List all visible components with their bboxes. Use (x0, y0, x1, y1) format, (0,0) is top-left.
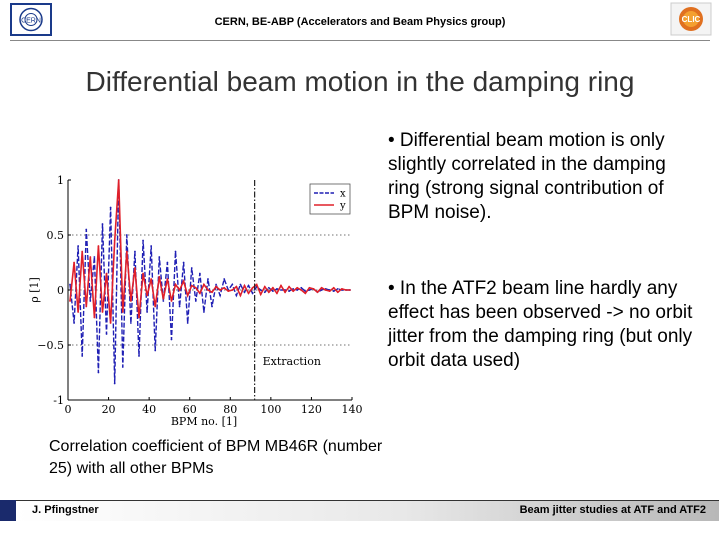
data-point-y (122, 311, 124, 313)
data-point-y (171, 300, 173, 302)
bullet-atf2: • In the ATF2 beam line hardly any effect has been observed -> no orbit jitter from the damping ring (but only orbit data used) (388, 278, 693, 371)
data-point-y (235, 286, 237, 288)
chart-series (69, 179, 351, 384)
data-point-y (276, 292, 278, 294)
data-point-x (333, 290, 335, 292)
chart-caption: Correlation coefficient of BPM MB46R (number 25) with all other BPMs (49, 438, 383, 477)
data-point-x (134, 251, 136, 253)
correlation-chart (22, 168, 370, 432)
data-point-x (175, 251, 177, 253)
data-point-x (252, 292, 254, 294)
data-point-y (134, 267, 136, 269)
data-point-y (89, 256, 91, 258)
data-point-x (106, 333, 108, 335)
data-point-y (292, 290, 294, 292)
data-point-y (203, 284, 205, 286)
data-point-x (77, 245, 79, 247)
data-point-y (69, 300, 71, 302)
data-point-x (81, 355, 83, 357)
data-point-y (199, 292, 201, 294)
data-point-x (195, 300, 197, 302)
data-point-y (349, 289, 351, 291)
data-point-y (85, 306, 87, 308)
x-tick-label: 0 (64, 403, 72, 416)
data-point-x (268, 287, 270, 289)
data-point-x (126, 234, 128, 236)
data-point-x (162, 300, 164, 302)
data-point-y (73, 262, 75, 264)
data-point-x (337, 288, 339, 290)
data-point-y (248, 292, 250, 294)
data-point-x (146, 311, 148, 313)
data-point-x (300, 287, 302, 289)
data-point-x (296, 289, 298, 291)
data-point-x (215, 284, 217, 286)
data-point-x (231, 284, 233, 286)
data-point-y (102, 311, 104, 313)
data-point-x (85, 229, 87, 231)
data-point-y (296, 287, 298, 289)
data-point-y (223, 287, 225, 289)
data-point-x (179, 306, 181, 308)
data-point-y (106, 273, 108, 275)
data-point-x (211, 306, 213, 308)
x-tick-label: 140 (341, 403, 363, 416)
data-point-y (309, 287, 311, 289)
data-point-x (150, 245, 152, 247)
header-text: CERN, BE-ABP (Accelerators and Beam Physics group) (214, 16, 506, 28)
data-point-y (219, 289, 221, 291)
data-point-y (321, 287, 323, 289)
data-point-x (93, 256, 95, 258)
data-point-y (268, 291, 270, 293)
data-point-y (162, 298, 164, 300)
data-point-x (272, 290, 274, 292)
data-point-x (89, 300, 91, 302)
data-point-y (304, 292, 306, 294)
data-point-y (183, 280, 185, 282)
data-point-x (280, 289, 282, 291)
data-point-x (248, 285, 250, 287)
extraction-label: Extraction (262, 354, 321, 368)
data-point-y (313, 288, 315, 290)
data-point-x (260, 289, 262, 291)
data-point-x (235, 295, 237, 297)
data-point-y (195, 287, 197, 289)
slide-title: Differential beam motion in the damping ring (85, 66, 635, 97)
data-point-x (219, 295, 221, 297)
data-point-y (118, 179, 120, 181)
data-point-y (284, 291, 286, 293)
data-point-y (260, 294, 262, 296)
data-point-x (158, 256, 160, 258)
data-point-y (110, 322, 112, 324)
series-line-y (70, 180, 350, 323)
data-point-x (264, 291, 266, 293)
data-point-x (98, 372, 100, 374)
data-point-x (187, 322, 189, 324)
data-point-y (191, 285, 193, 287)
data-point-y (77, 311, 79, 313)
footer-talk-title: Beam jitter studies at ATF and ATF2 (519, 504, 706, 516)
data-point-y (337, 291, 339, 293)
data-point-y (244, 285, 246, 287)
data-point-x (207, 278, 209, 280)
footer-accent (0, 500, 16, 521)
data-point-x (142, 240, 144, 242)
x-axis-label: BPM no. [1] (170, 415, 238, 428)
x-tick-label: 80 (223, 403, 238, 416)
data-point-y (300, 289, 302, 291)
data-point-y (252, 287, 254, 289)
data-point-y (264, 286, 266, 288)
data-point-x (276, 288, 278, 290)
data-point-x (114, 383, 116, 385)
y-tick-label: −0.5 (37, 339, 64, 352)
x-tick-label: 120 (300, 403, 322, 416)
data-point-y (215, 286, 217, 288)
data-point-x (171, 339, 173, 341)
data-point-y (81, 251, 83, 253)
data-point-y (280, 285, 282, 287)
data-point-y (167, 278, 169, 280)
data-point-x (110, 207, 112, 209)
data-point-y (341, 288, 343, 290)
header-divider (10, 40, 710, 41)
data-point-x (73, 322, 75, 324)
data-point-x (122, 366, 124, 368)
data-point-y (207, 289, 209, 291)
chart-svg (22, 168, 370, 432)
data-point-x (102, 223, 104, 225)
data-point-y (138, 317, 140, 319)
y-tick-label: 0.5 (46, 229, 64, 242)
chart-legend (310, 184, 350, 214)
data-point-x (167, 262, 169, 264)
data-point-y (227, 290, 229, 292)
data-point-y (179, 289, 181, 291)
data-point-y (187, 295, 189, 297)
data-point-x (69, 284, 71, 286)
data-point-y (93, 317, 95, 319)
legend-label-y: y (340, 200, 346, 212)
data-point-y (333, 287, 335, 289)
data-point-y (288, 286, 290, 288)
data-point-y (231, 289, 233, 291)
y-tick-label: 1 (57, 174, 64, 187)
data-point-y (272, 287, 274, 289)
data-point-x (203, 311, 205, 313)
y-tick-label: 0 (57, 284, 64, 297)
data-point-y (98, 245, 100, 247)
x-tick-label: 60 (182, 403, 197, 416)
data-point-y (150, 278, 152, 280)
data-point-y (345, 289, 347, 291)
x-tick-label: 100 (260, 403, 282, 416)
bullet-correlation: • Differential beam motion is only slightly correlated in the damping ring (strong signal contribution of BPM noise). (388, 130, 666, 223)
data-point-y (114, 240, 116, 242)
data-point-y (146, 295, 148, 297)
data-point-y (175, 284, 177, 286)
data-point-x (288, 290, 290, 292)
x-tick-label: 20 (101, 403, 116, 416)
data-point-y (317, 291, 319, 293)
data-point-x (240, 284, 242, 286)
data-point-y (142, 273, 144, 275)
data-point-y (130, 300, 132, 302)
data-point-y (211, 291, 213, 293)
data-point-x (130, 322, 132, 324)
y-axis-label: ρ [1] (28, 277, 41, 303)
legend-label-x: x (340, 188, 346, 200)
data-point-y (240, 295, 242, 297)
data-point-x (244, 291, 246, 293)
data-point-y (329, 290, 331, 292)
clic-logo-text: CLIC (681, 15, 701, 24)
data-point-y (325, 289, 327, 291)
data-point-x (191, 267, 193, 269)
data-point-y (154, 306, 156, 308)
data-point-y (256, 284, 258, 286)
data-point-x (138, 355, 140, 357)
y-tick-label: -1 (53, 394, 64, 407)
data-point-y (126, 251, 128, 253)
clic-logo-icon (670, 2, 712, 36)
data-point-y (158, 276, 160, 278)
x-tick-label: 40 (142, 403, 157, 416)
data-point-x (183, 262, 185, 264)
footer-author: J. Pfingstner (32, 504, 99, 516)
data-point-x (199, 273, 201, 275)
svg-text:CERN: CERN (21, 17, 41, 25)
data-point-x (223, 278, 225, 280)
data-point-x (154, 350, 156, 352)
